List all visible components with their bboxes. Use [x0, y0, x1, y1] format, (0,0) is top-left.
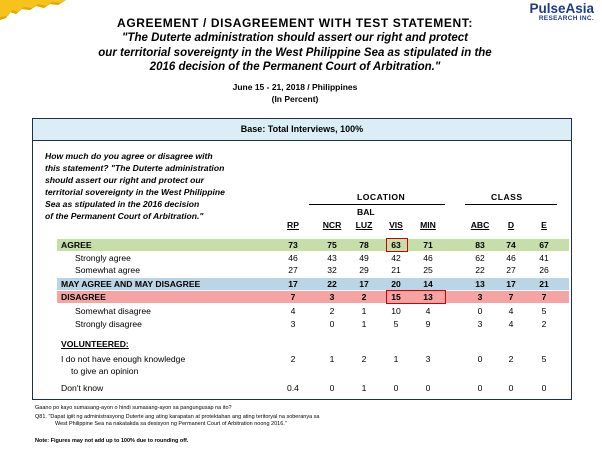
table-cell: 14	[423, 279, 433, 289]
table-cell: 13	[475, 279, 485, 289]
table-cell: 49	[359, 253, 369, 263]
table-cell: 2	[508, 354, 514, 364]
table-cell: 2	[329, 306, 335, 316]
table-cell: 0	[477, 383, 483, 393]
table-cell: 4	[508, 319, 514, 329]
bal-label: BAL	[357, 207, 375, 217]
base-label: Base: Total Interviews, 100%	[33, 119, 571, 141]
table-cell: 1	[361, 306, 367, 316]
column-header: D	[507, 220, 515, 230]
table-cell: 0	[541, 383, 547, 393]
table-row-neutral	[57, 278, 569, 290]
table-cell: 74	[506, 240, 516, 250]
row-label: MAY AGREE AND MAY DISAGREE	[61, 279, 201, 289]
table-cell: 1	[361, 319, 367, 329]
table-cell: 73	[288, 240, 298, 250]
table-cell: 83	[475, 240, 485, 250]
table-cell: 5	[541, 354, 547, 364]
table-cell: 46	[506, 253, 516, 263]
row-label: DISAGREE	[61, 292, 106, 302]
row-label: to give an opinion	[71, 366, 139, 376]
table-cell: 5	[393, 319, 399, 329]
location-group-header: LOCATION	[357, 192, 406, 202]
table-cell: 0	[329, 319, 335, 329]
table-cell: 3	[477, 292, 483, 302]
table-cell: 9	[425, 319, 431, 329]
table-cell: 1	[329, 354, 335, 364]
table-cell: 0	[329, 383, 335, 393]
table-cell: 0.4	[287, 383, 299, 393]
table-cell: 32	[327, 265, 337, 275]
table-cell: 7	[541, 292, 547, 302]
table-row	[57, 264, 569, 276]
table-cell: 25	[423, 265, 433, 275]
column-header: RP	[287, 220, 299, 230]
table-cell: 63	[391, 240, 401, 250]
table-cell: 2	[541, 319, 547, 329]
table-cell: 22	[475, 265, 485, 275]
table-cell: 4	[508, 306, 514, 316]
unit-label: (In Percent)	[271, 94, 319, 104]
footer-note: Note: Figures may not add up to 100% due to rounding off.	[35, 438, 189, 444]
row-label: AGREE	[61, 240, 92, 250]
table-cell: 21	[539, 279, 549, 289]
column-header: NCR	[322, 220, 342, 230]
table-cell: 26	[539, 265, 549, 275]
question-line: How much do you agree or disagree with	[45, 151, 213, 161]
table-cell: 17	[359, 279, 369, 289]
row-label: Somewhat disagree	[75, 306, 151, 316]
table-cell: 4	[290, 306, 296, 316]
brand-subtitle: RESEARCH INC.	[538, 14, 594, 22]
row-label: VOLUNTEERED:	[61, 339, 129, 349]
table-cell: 1	[393, 354, 399, 364]
row-label: Strongly disagree	[75, 319, 142, 329]
table-cell: 3	[290, 319, 296, 329]
table-cell: 71	[423, 240, 433, 250]
column-header: MIN	[420, 220, 436, 230]
survey-date: June 15 - 21, 2018 / Philippines	[232, 82, 358, 92]
question-line: Sea as stipulated in the 2016 decision	[45, 199, 200, 210]
brand-logo	[529, 2, 594, 22]
row-label: Don't know	[61, 383, 104, 393]
class-group-header: CLASS	[491, 192, 523, 202]
table-cell: 10	[391, 306, 401, 316]
question-text	[45, 150, 295, 223]
question-line: should assert our right and protect our	[45, 175, 204, 186]
table-cell: 17	[506, 279, 516, 289]
table-cell: 78	[359, 240, 369, 250]
table-cell: 3	[477, 319, 483, 329]
table-cell: 13	[423, 292, 433, 302]
brand-name: PulseAsia	[529, 1, 594, 16]
table-cell: 0	[393, 383, 399, 393]
table-cell: 20	[391, 279, 401, 289]
table-cell: 4	[425, 306, 431, 316]
results-table	[32, 118, 572, 400]
table-cell: 2	[361, 354, 367, 364]
question-line: this statement? "The Duterte administration	[45, 163, 225, 174]
table-row	[57, 382, 569, 394]
page-title: AGREEMENT / DISAGREEMENT WITH TEST STATEMENT:	[117, 16, 473, 30]
table-row	[57, 353, 569, 365]
column-header: ABC	[470, 220, 490, 230]
table-cell: 2	[290, 354, 296, 364]
table-cell: 15	[391, 292, 401, 302]
table-row	[57, 305, 569, 317]
row-label: Strongly agree	[75, 253, 131, 263]
statement	[60, 31, 530, 75]
class-group-rule	[465, 204, 557, 205]
footer-question-code: Q81. "Dapat igiit ng administrasyong Duterte ang ating karapatan at protektahan ang ating teritoryal na soberanya sa	[35, 414, 320, 420]
table-cell: 46	[288, 253, 298, 263]
table-cell: 27	[506, 265, 516, 275]
location-group-rule	[309, 204, 445, 205]
table-cell: 0	[425, 383, 431, 393]
table-cell: 67	[539, 240, 549, 250]
row-label: Somewhat agree	[75, 265, 140, 275]
column-header: VIS	[389, 220, 403, 230]
table-cell: 0	[508, 383, 514, 393]
table-row-agree	[57, 239, 569, 251]
table-cell: 62	[475, 253, 485, 263]
table-cell: 22	[327, 279, 337, 289]
highlight-box-vis-min-disagree	[386, 290, 446, 304]
table-cell: 5	[541, 306, 547, 316]
table-row	[57, 252, 569, 264]
table-row-continuation	[57, 365, 569, 377]
table-row	[57, 318, 569, 330]
row-label: I do not have enough knowledge	[61, 354, 186, 364]
table-cell: 21	[391, 265, 401, 275]
table-cell: 0	[477, 306, 483, 316]
table-cell: 7	[508, 292, 514, 302]
table-cell: 46	[423, 253, 433, 263]
footer-question-tagalog: Gaano po kayo sumasang-ayon o hindi sumasang-ayon sa pangungusap na ito?	[35, 405, 232, 411]
column-header: LUZ	[355, 220, 373, 230]
table-row-volunteered	[57, 338, 569, 350]
table-cell: 7	[290, 292, 296, 302]
statement-line: "The Duterte administration should assert our right and protect	[121, 32, 469, 44]
table-cell: 2	[361, 292, 367, 302]
table-cell: 17	[288, 279, 298, 289]
table-cell: 3	[425, 354, 431, 364]
column-header: E	[541, 220, 547, 230]
table-cell: 42	[391, 253, 401, 263]
table-row-disagree	[57, 291, 569, 303]
question-line: territorial sovereignty in the West Philippine	[45, 187, 225, 198]
table-cell: 29	[359, 265, 369, 275]
footer-question-code-cont: West Philippine Sea na nakatakda sa desisyon ng Permanent Court of Arbitration noong 2016."	[55, 421, 287, 427]
question-line: of the Permanent Court of Arbitration."	[45, 211, 204, 222]
highlight-box-vis-agree	[386, 238, 408, 252]
table-cell: 41	[539, 253, 549, 263]
statement-line: 2016 decision of the Permanent Court of Arbitration."	[149, 61, 441, 73]
statement-line: our territorial sovereignty in the West Philippine Sea as stipulated in the	[98, 46, 492, 59]
table-cell: 43	[327, 253, 337, 263]
table-cell: 1	[361, 383, 367, 393]
table-cell: 3	[329, 292, 335, 302]
table-cell: 27	[288, 265, 298, 275]
table-cell: 75	[327, 240, 337, 250]
table-cell: 0	[477, 354, 483, 364]
